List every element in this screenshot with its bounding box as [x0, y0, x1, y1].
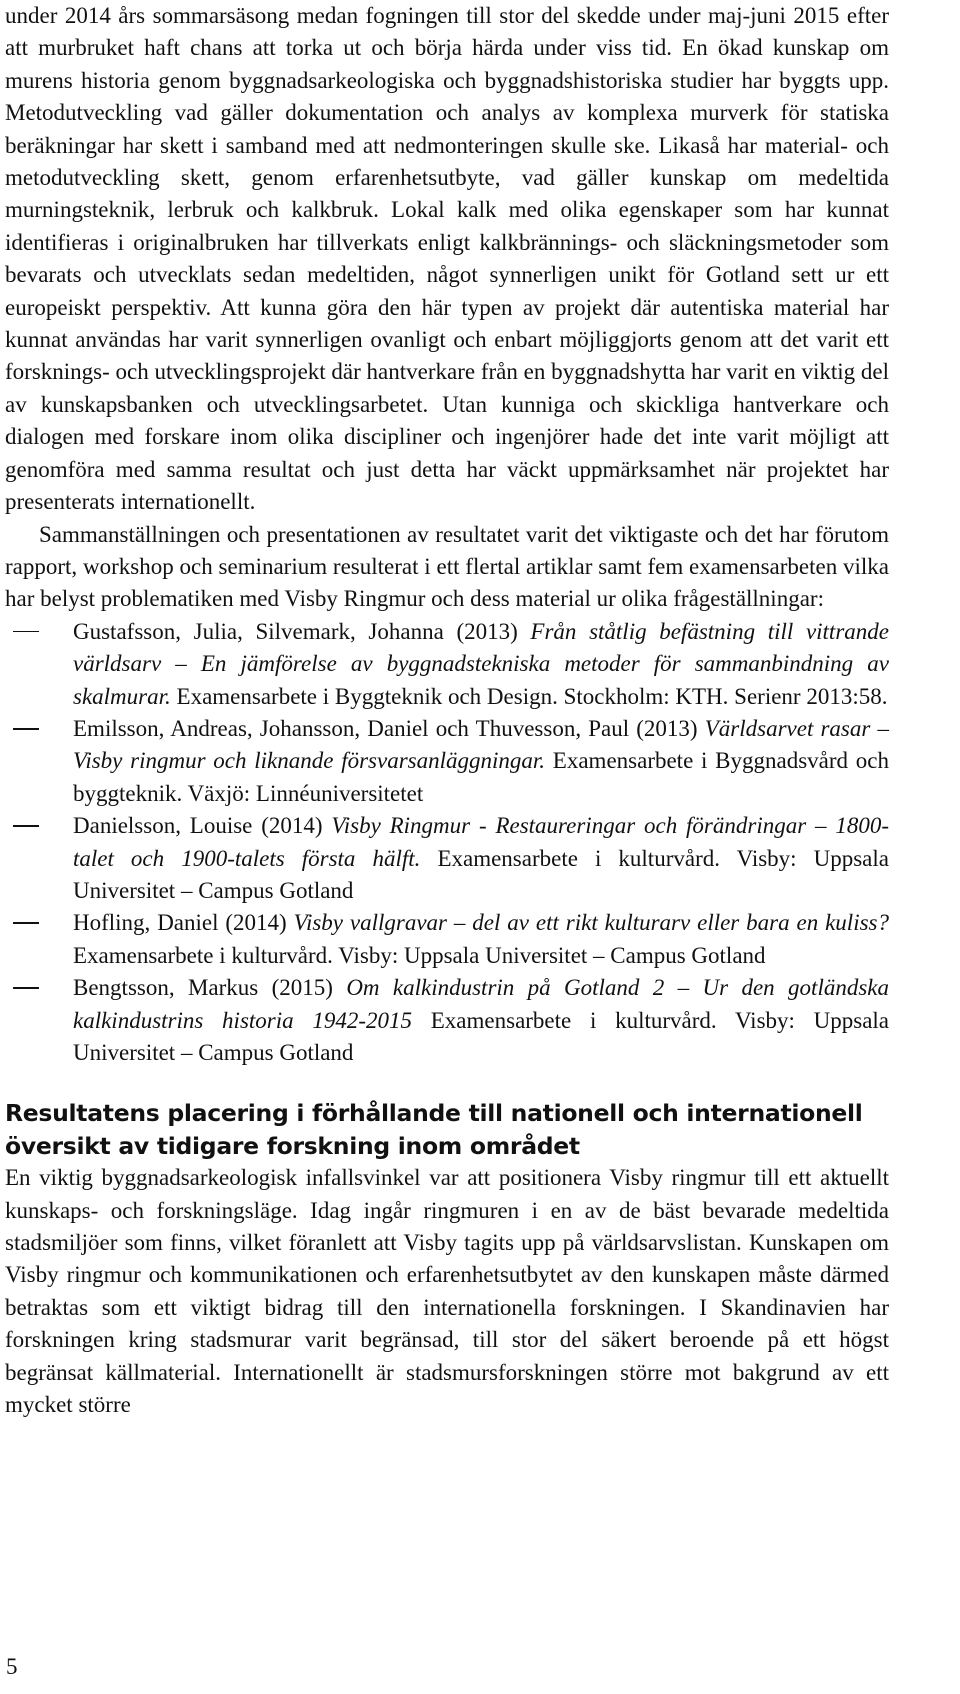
reference-title: Visby vallgravar – del av ett rikt kulturarv eller bara en kuliss?	[293, 910, 889, 936]
reference-title: Om kalkindustrin på Gotland 2 – Ur den gotländska kalkindustrins historia 1942-2015	[73, 975, 889, 1033]
reference-item	[5, 616, 889, 713]
reference-list	[5, 616, 889, 1070]
body-paragraph-3: En viktig byggnadsarkeologisk infallsvinkel var att positionera Visby ringmur till ett aktuellt kunskaps- och forskningsläge. Idag ingår ringmuren i en av de bäst bevarade medeltida stadsmiljöer som finns, vilket föranlett att Visby tagits upp på världsarvslistan. Kunskapen om Visby ringmur och kommunikationen och erfarenhetsutbytet av den kunskapen måste därmed betraktas som ett viktigt bidrag till den internationella forskningen. I Skandinavien har forskningen kring stadsmurar varit begränsad, till stor del säkert beroende på ett högst begränsat källmaterial. Internationellt är stadsmursforskningen större mot bakgrund av ett mycket större	[5, 1165, 889, 1418]
document-page	[5, 0, 889, 1421]
reference-details: Examensarbete i kulturvård. Visby: Uppsala Universitet – Campus Gotland	[73, 942, 766, 968]
dash-bullet-icon	[13, 728, 39, 730]
reference-authors: Hofling, Daniel (2014)	[73, 910, 294, 936]
reference-title: Världsarvet rasar – Visby ringmur och liknande försvarsanläggningar.	[73, 715, 889, 774]
dash-bullet-icon	[13, 922, 39, 924]
dash-bullet-icon	[13, 825, 39, 827]
reference-item	[5, 810, 889, 907]
dash-bullet-icon	[13, 631, 39, 633]
reference-title: Från ståtlig befästning till vittrande världsarv – En jämförelse av byggnadstekniska metoder för sammanbindning av skalmurar.	[73, 618, 889, 709]
body-paragraph-2: Sammanställningen och presentationen av resultatet varit det viktigaste och det har förutom rapport, workshop och seminarium resulterat i ett flertal artiklar samt fem examensarbeten vilka har belyst problematiken med Visby Ringmur och dess material ur olika frågeställningar:	[5, 521, 889, 612]
page-number: 5	[6, 1654, 18, 1679]
section-heading: Resultatens placering i förhållande till nationell och internationell översikt av tidigare forskning inom området	[5, 1099, 863, 1160]
reference-authors: Bengtsson, Markus (2015)	[73, 975, 347, 1001]
reference-authors: Danielsson, Louise (2014)	[73, 813, 332, 839]
dash-bullet-icon	[13, 987, 39, 989]
body-paragraph-1: under 2014 års sommarsäsong medan fogningen till stor del skedde under maj-juni 2015 efter att murbruket haft chans att torka ut och börja härda under viss tid. En ökad kunskap om murens historia genom byggnadsarkeologiska och byggnadshistoriska studier har byggts upp. Metodutveckling vad gäller dokumentation och analys av komplexa murverk för statiska beräkningar har skett i samband med att nedmonteringen skulle ske. Likaså har material- och metodutveckling skett, genom erfarenhetsutbyte, vad gäller kunskap om medeltida murningsteknik, lerbruk och kalkbruk. Lokal kalk med olika egenskaper som har kunnat identifieras i originalbruken har tillverkats enligt kalkbrännings- och släckningsmetoder som bevarats och utvecklats sedan medeltiden, något synnerligen unikt för Gotland sett ur ett europeiskt perspektiv. Att kunna göra den här typen av projekt där autentiska material har kunnat användas har varit synnerligen ovanligt och enbart möjliggjorts genom att det varit ett forsknings- och utvecklingsprojekt där hantverkare från en byggnadshytta har varit en viktig del av kunskapsbanken och utvecklingsarbetet. Utan kunniga och skickliga hantverkare och dialogen med forskare inom olika discipliner och ingenjörer hade det inte varit möjligt att genomföra med samma resultat och just detta har väckt uppmärksamhet när projektet har presenterats internationellt.	[5, 3, 889, 515]
reference-details: Examensarbete i kulturvård. Visby: Uppsala Universitet – Campus Gotland	[73, 845, 889, 903]
reference-item	[5, 907, 889, 972]
reference-authors: Gustafsson, Julia, Silvemark, Johanna (2013)	[73, 618, 531, 644]
reference-item	[5, 713, 889, 810]
reference-authors: Emilsson, Andreas, Johansson, Daniel och Thuvesson, Paul (2013)	[73, 715, 705, 741]
reference-item	[5, 972, 889, 1069]
reference-details: Examensarbete i kulturvård. Visby: Uppsala Universitet – Campus Gotland	[73, 1007, 890, 1065]
reference-title: Visby Ringmur - Restaureringar och förändringar – 1800-talet och 1900-talets första hälft.	[73, 813, 889, 871]
reference-details: Examensarbete i Byggnadsvård och byggteknik. Växjö: Linnéuniversitetet	[73, 748, 889, 806]
reference-details: Examensarbete i Byggteknik och Design. Stockholm: KTH. Serienr 2013:58.	[170, 683, 888, 709]
